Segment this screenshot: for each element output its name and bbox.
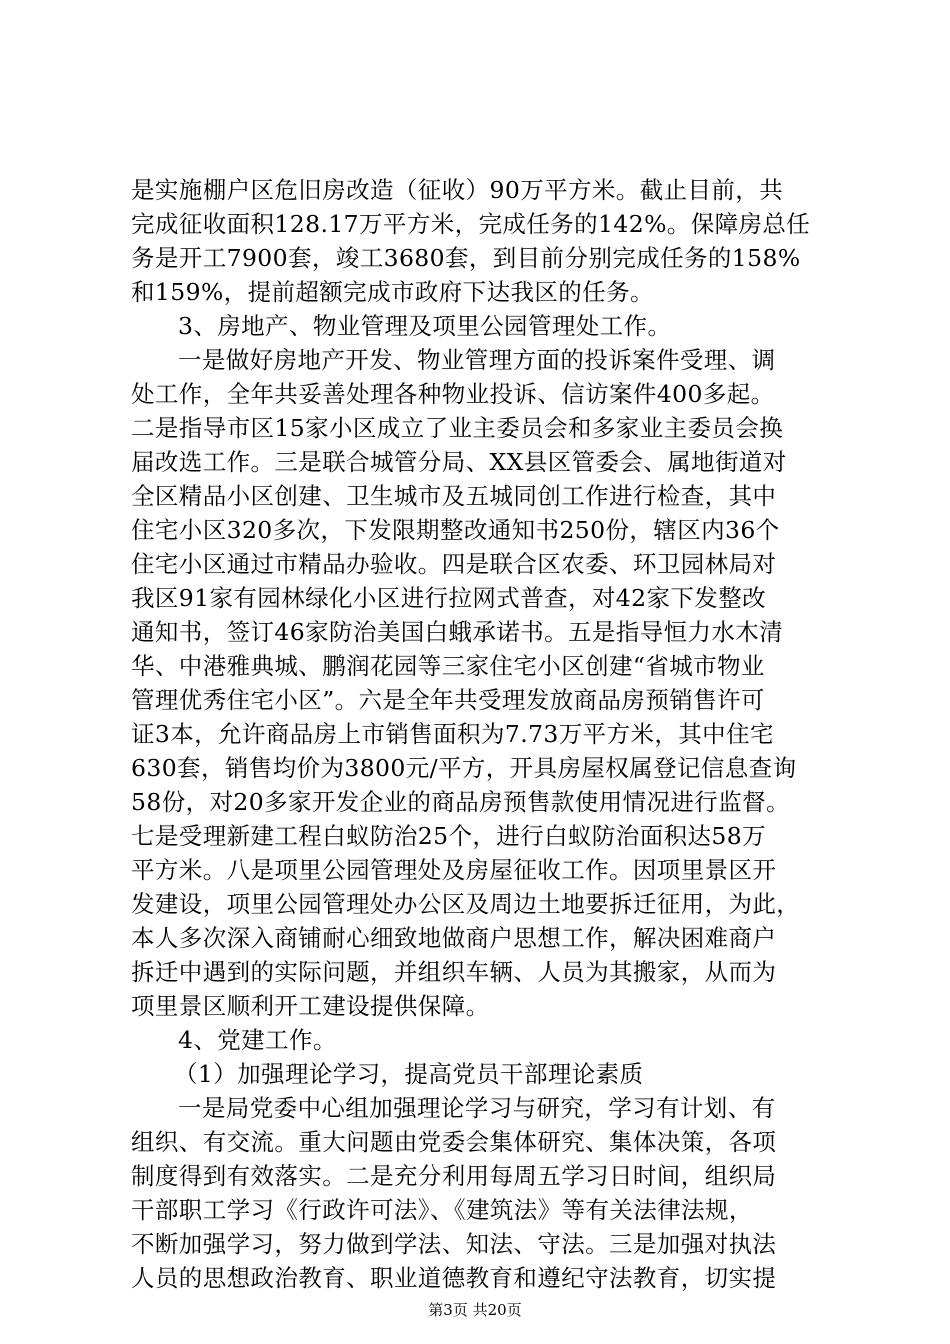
text-line: 通知书，签订46家防治美国白蛾承诺书。五是指导恒力水木清 xyxy=(131,618,784,646)
text-line: 不断加强学习，努力做到学法、知法、守法。三是加强对执法 xyxy=(131,1230,777,1258)
text-line: 一是局党委中心组加强理论学习与研究，学习有计划、有 xyxy=(178,1094,776,1122)
text-line: 我区91家有园林绿化小区进行拉网式普查，对42家下发整改 xyxy=(131,584,767,612)
section-heading: 4、党建工作。 xyxy=(178,1026,337,1054)
text-line: 项里景区顺利开工建设提供保障。 xyxy=(131,992,490,1020)
text-line: 630套，销售均价为3800元/平方，开具房屋权属登记信息查询 xyxy=(131,754,797,782)
text-line: 人员的思想政治教育、职业道德教育和遵纪守法教育，切实提 xyxy=(131,1264,777,1292)
text-line: 住宅小区通过市精品办验收。四是联合区农委、环卫园林局对 xyxy=(131,550,777,578)
text-line: 住宅小区320多次，下发限期整改通知书250份，辖区内36个 xyxy=(131,516,780,544)
text-line: 届改选工作。三是联合城管分局、XX县区管委会、属地街道对 xyxy=(131,448,787,476)
text-line: 处工作，全年共妥善处理各种物业投诉、信访案件400多起。 xyxy=(131,380,775,408)
text-line: 完成征收面积128.17万平方米，完成任务的142%。保障房总任 xyxy=(131,210,811,238)
text-line: 是实施棚户区危旧房改造（征收）90万平方米。截止目前，共 xyxy=(131,176,784,204)
text-line: 本人多次深入商铺耐心细致地做商户思想工作，解决困难商户 xyxy=(131,924,777,952)
text-line: 组织、有交流。重大问题由党委会集体研究、集体决策，各项 xyxy=(131,1128,777,1156)
text-line: 务是开工7900套，竣工3680套，到目前分别完成任务的158% xyxy=(131,244,801,272)
text-line: 拆迁中遇到的实际问题，并组织车辆、人员为其搬家，从而为 xyxy=(131,958,777,986)
text-line: 制度得到有效落实。二是充分利用每周五学习日时间，组织局 xyxy=(131,1162,777,1190)
subsection-heading: （1）加强理论学习，提高党员干部理论素质 xyxy=(174,1060,644,1088)
text-line: 一是做好房地产开发、物业管理方面的投诉案件受理、调 xyxy=(178,346,776,374)
page-number-footer: 第3页 共20页 xyxy=(428,1301,522,1319)
section-heading: 3、房地产、物业管理及项里公园管理处工作。 xyxy=(178,312,672,340)
text-line: 证3本，允许商品房上市销售面积为7.73万平方米，其中住宅 xyxy=(131,720,774,748)
text-line: 管理优秀住宅小区”。六是全年共受理发放商品房预销售许可 xyxy=(131,686,765,714)
text-line: 发建设，项里公园管理处办公区及周边土地要拆迁征用，为此， xyxy=(131,890,801,918)
text-line: 干部职工学习《行政许可法》、《建筑法》等有关法律法规， xyxy=(131,1196,753,1224)
text-line: 58份，对20多家开发企业的商品房预售款使用情况进行监督。 xyxy=(131,788,790,816)
text-line: 华、中港雅典城、鹏润花园等三家住宅小区创建“省城市物业 xyxy=(131,652,765,680)
text-line: 七是受理新建工程白蚁防治25个，进行白蚁防治面积达58万 xyxy=(131,822,767,850)
text-line: 平方米。八是项里公园管理处及房屋征收工作。因项里景区开 xyxy=(131,856,777,884)
text-line: 全区精品小区创建、卫生城市及五城同创工作进行检查，其中 xyxy=(131,482,777,510)
text-line: 二是指导市区15家小区成立了业主委员会和多家业主委员会换 xyxy=(131,414,784,442)
text-line: 和159%，提前超额完成市政府下达我区的任务。 xyxy=(131,278,654,306)
